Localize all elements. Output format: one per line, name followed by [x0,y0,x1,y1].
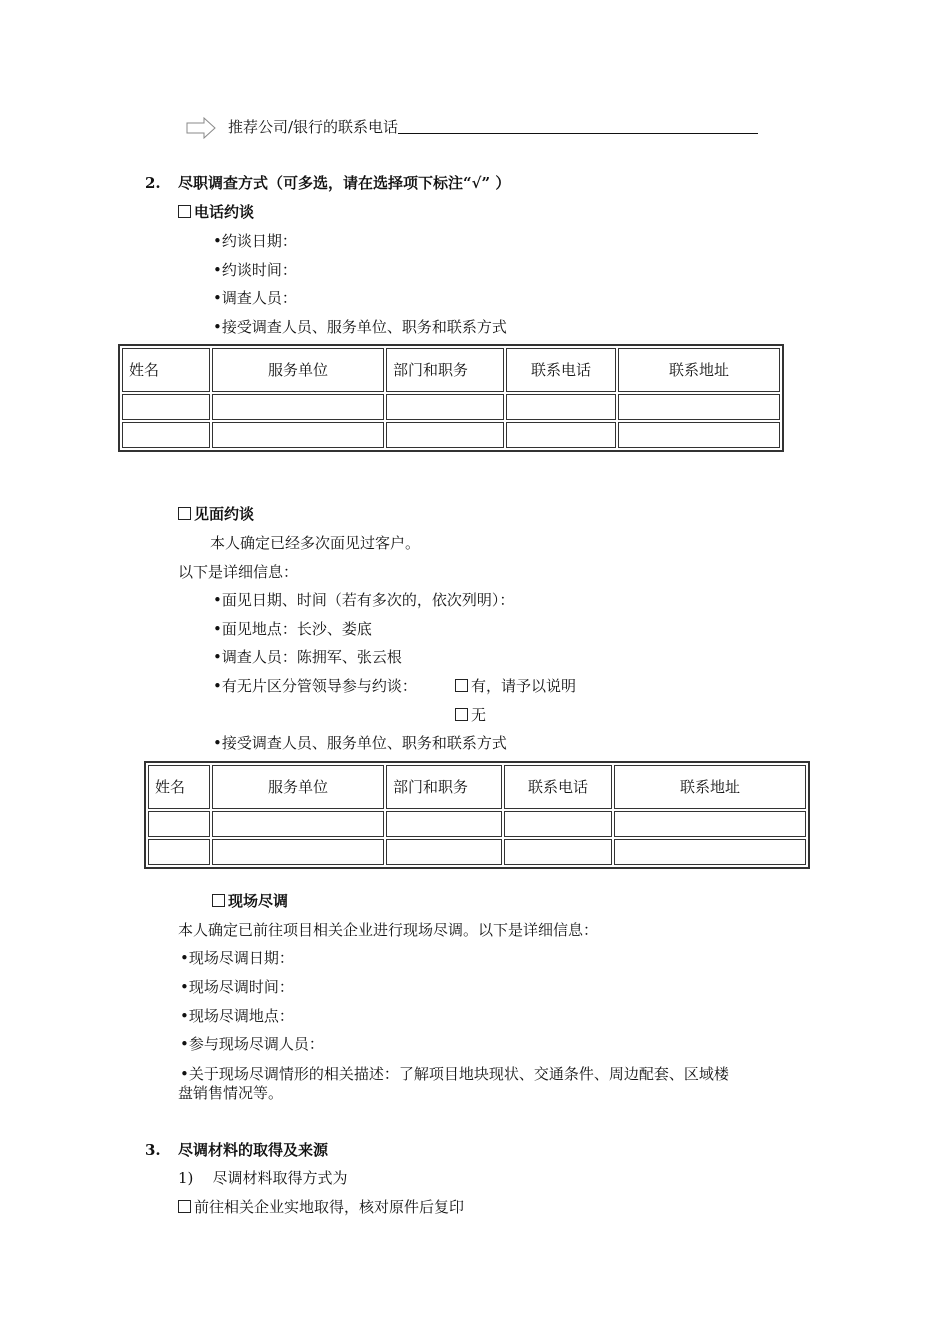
table-cell[interactable] [386,811,502,837]
table-cell[interactable] [506,422,616,448]
header-address: 联系地址 [618,348,780,392]
onsite-confirm-text: 本人确定已前往项目相关企业进行现场尽调。以下是详细信息： [178,921,599,939]
face-interview-option[interactable] [178,504,254,524]
header-phone: 联系电话 [504,765,612,809]
arrow-right-icon [186,117,216,139]
section3-sub1: 1) 尽调材料取得方式为 [178,1169,348,1187]
table-row [122,394,780,420]
header-phone: 联系电话 [506,348,616,392]
table-cell[interactable] [618,394,780,420]
table-cell[interactable] [614,811,806,837]
section3-title: 尽调材料的取得及来源 [178,1141,329,1159]
onsite-item: •现场尽调时间： [180,978,294,996]
table-cell[interactable] [386,422,504,448]
section2-number: 2. [145,174,161,192]
checkbox[interactable] [455,708,468,721]
leader-yes-option[interactable] [455,676,576,696]
onsite-item: •现场尽调地点： [180,1007,294,1025]
leader-no-option[interactable] [455,705,486,725]
material-onsite-label: 前往相关企业实地取得，核对原件后复印 [194,1198,465,1216]
table-cell[interactable] [504,839,612,865]
table-row [148,811,806,837]
material-onsite-option[interactable] [178,1197,464,1217]
face-detail-text: 以下是详细信息： [178,563,299,581]
face-contact-item: •接受调查人员、服务单位、职务和联系方式 [213,734,507,752]
referral-phone-label: 推荐公司/银行的联系电话 [228,118,399,136]
section2-title: 尽职调查方式（可多选，请在选择项下标注“√” ） [178,174,511,192]
leader-yes-label: 有，请予以说明 [471,677,577,695]
onsite-label: 现场尽调 [228,892,289,910]
face-contacts-table [144,761,810,869]
table-cell[interactable] [386,394,504,420]
face-confirm-text: 本人确定已经多次面见过客户。 [210,534,421,552]
table-cell[interactable] [504,811,612,837]
phone-item: •约谈日期： [213,232,297,250]
table-cell[interactable] [212,422,384,448]
table-cell[interactable] [148,811,210,837]
table-cell[interactable] [122,394,210,420]
table-cell[interactable] [148,839,210,865]
table-cell[interactable] [212,839,384,865]
checkbox[interactable] [455,679,468,692]
phone-item: •约谈时间： [213,261,297,279]
table-row [122,422,780,448]
face-interview-label: 见面约谈 [194,505,255,523]
onsite-item: •参与现场尽调人员： [180,1035,324,1053]
table-cell[interactable] [212,394,384,420]
leader-question: •有无片区分管领导参与约谈： [213,677,417,695]
leader-no-label: 无 [471,706,487,724]
phone-interview-label: 电话约谈 [194,203,255,221]
face-item: •面见日期、时间（若有多次的，依次列明）： [213,591,515,609]
header-name: 姓名 [122,348,210,392]
table-cell[interactable] [618,422,780,448]
header-dept: 部门和职务 [386,348,504,392]
header-address: 联系地址 [614,765,806,809]
table-row [148,839,806,865]
table-header-row [148,765,806,809]
onsite-desc-line2: 盘销售情况等。 [178,1084,284,1102]
checkbox[interactable] [178,507,191,520]
table-cell[interactable] [386,839,502,865]
table-cell[interactable] [614,839,806,865]
header-unit: 服务单位 [212,348,384,392]
table-cell[interactable] [506,394,616,420]
onsite-option[interactable] [212,891,288,911]
phone-interview-option[interactable] [178,202,254,222]
checkbox[interactable] [178,1200,191,1213]
table-header-row [122,348,780,392]
header-dept: 部门和职务 [386,765,502,809]
referral-phone-blank[interactable] [398,117,758,134]
header-name: 姓名 [148,765,210,809]
checkbox[interactable] [212,894,225,907]
onsite-desc-line1: •关于现场尽调情形的相关描述：了解项目地块现状、交通条件、周边配套、区域楼 [180,1065,729,1083]
phone-item: •调查人员： [213,289,297,307]
header-unit: 服务单位 [212,765,384,809]
section3-number: 3. [145,1141,161,1159]
table-cell[interactable] [122,422,210,448]
face-item: •面见地点：长沙、娄底 [213,620,372,638]
table-cell[interactable] [212,811,384,837]
checkbox[interactable] [178,205,191,218]
face-item: •调查人员：陈拥军、张云根 [213,648,402,666]
onsite-item: •现场尽调日期： [180,949,294,967]
phone-item: •接受调查人员、服务单位、职务和联系方式 [213,318,507,336]
phone-contacts-table [118,344,784,452]
referral-phone-line [228,117,758,137]
